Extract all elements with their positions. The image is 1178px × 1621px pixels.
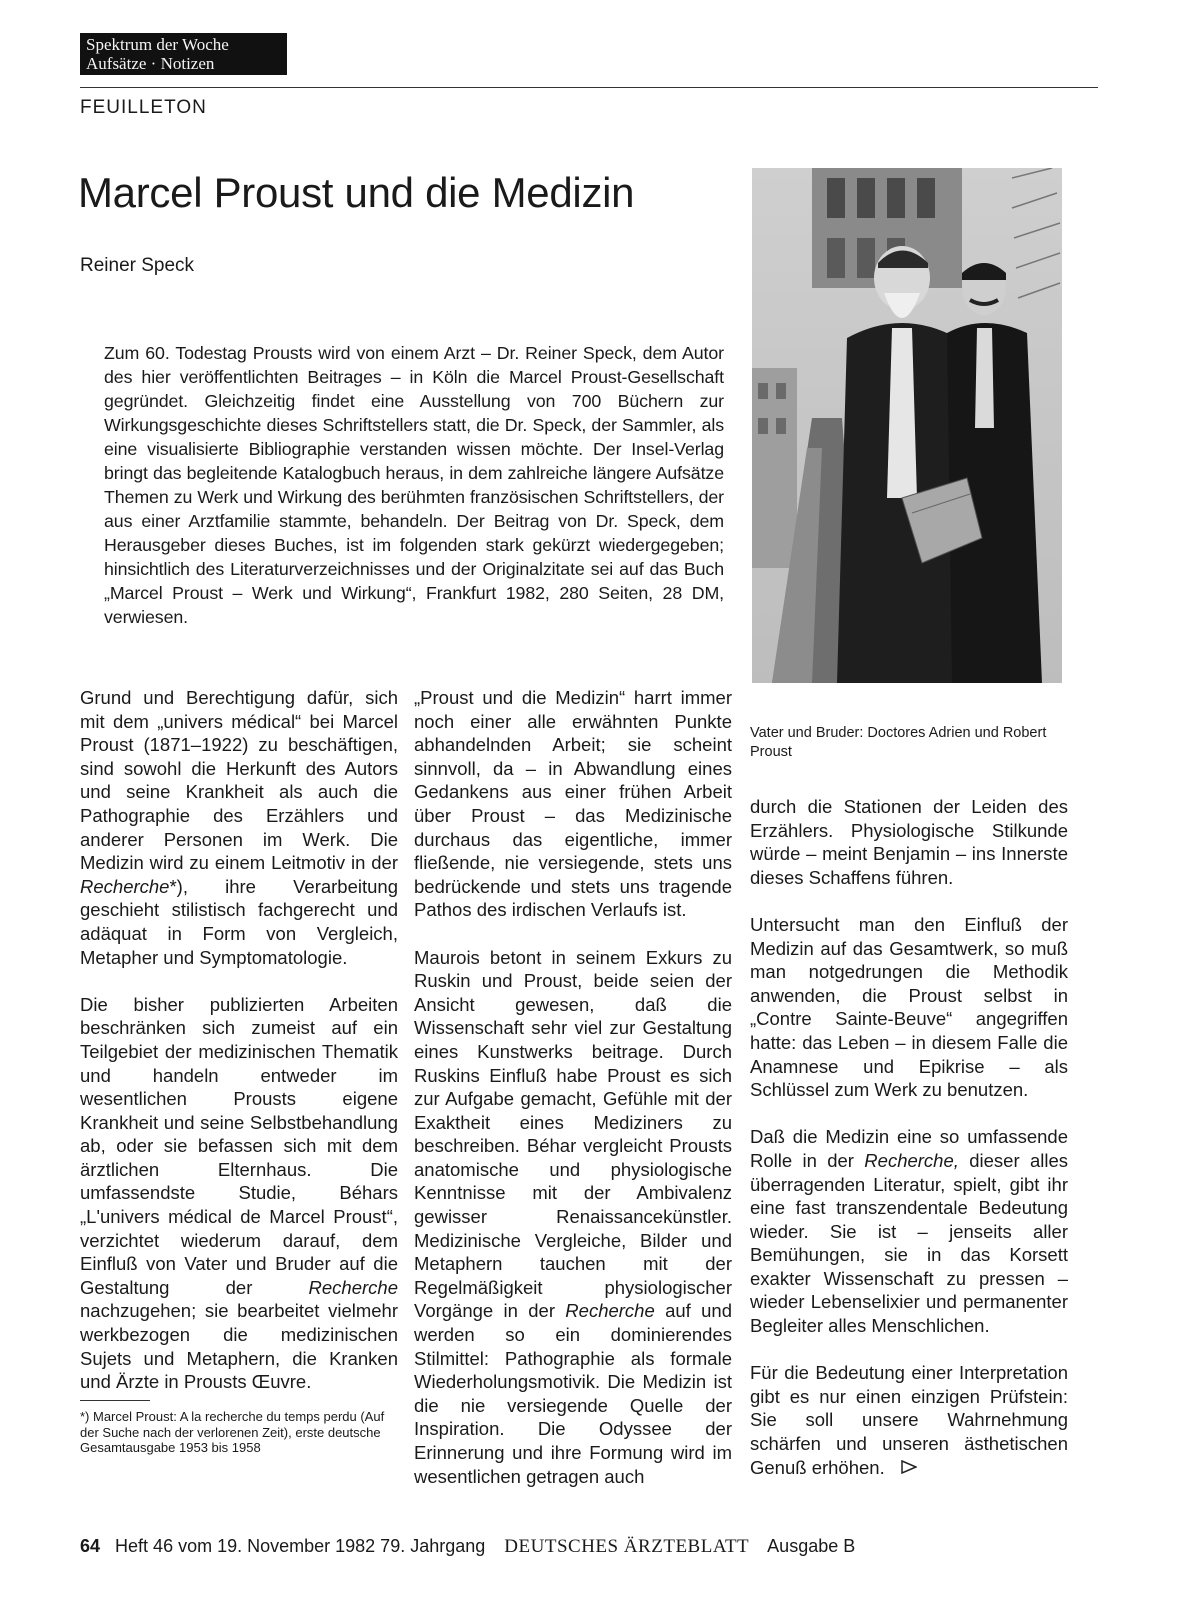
page-number: 64 (80, 1536, 101, 1556)
intro-paragraph: Zum 60. Todestag Prousts wird von einem Arzt – Dr. Reiner Speck, dem Autor des hier veröffentlichten Beitrages – in Köln die Marcel Proust-Gesellschaft gegründet. Gleichzeitig findet eine Ausstellung von 700 Büchern zur Wirkungsgeschichte dieses Schriftstellers statt, die Dr. Speck, der Sammler, als eine visualisierte Bibliographie verstanden wissen möchte. Der Insel-Verlag bringt das begleitende Katalogbuch heraus, in dem zahlreiche längere Aufsätze Themen zu Werk und Wirkung des berühmten französischen Schriftstellers, der aus einer Arztfamilie stammte, behandeln. Der Beitrag von Dr. Speck, dem Herausgeber dieses Buches, ist im folgenden stark gekürzt wiedergegeben; hinsichtlich des Literaturverzeichnisses und der Originalzitate sei auf das Buch „Marcel Proust – Werk und Wirkung“, Frankfurt 1982, 280 Seiten, 28 DM, verwiesen. (104, 343, 724, 627)
issue-info: Heft 46 vom 19. November 1982 79. Jahrgang (115, 1536, 486, 1556)
triangle-right-icon (901, 1456, 917, 1480)
journal-name: DEUTSCHES ÄRZTEBLATT (504, 1536, 750, 1557)
article-column-2 (414, 686, 732, 1512)
column-3-paragraph: Daß die Medizin eine so umfassende Rolle in der Recherche, dieser alles überragenden Literatur, spielt, gibt ihr eine fast transzendentale Bedeutung wieder. Sie ist – jenseits aller Bemühungen, sie in das Korsett exakter Wissenschaft zu pressen – wieder Lebenselixier und permanenter Begleiter alles Menschlichen. (750, 1126, 1069, 1337)
portrait-photo (752, 168, 1062, 683)
footnote (80, 1400, 398, 1456)
column-1-paragraph: Die bisher publizierten Arbeiten beschränken sich zumeist auf ein Teilgebiet der medizinischen Thematik und handeln entweder im wesentlichen Prousts eigene Krankheit und seine Selbstbehandlung ab, oder sie befassen sich mit dem ärztlichen Elternhaus. Die umfassendste Studie, Béhars „L'univers médical de Marcel Proust“, verzichtet wiederum darauf, dem Einfluß von Vater und Bruder auf die Gestaltung der Recherche nachzugehen; sie bearbeitet vielmehr werkbezogen die medizinischen Sujets und Metaphern, die Kranken und Ärzte in Prousts Œuvre. (80, 993, 398, 1393)
article-title: Marcel Proust und die Medizin (78, 169, 635, 216)
masthead-line-1: Spektrum der Woche (86, 35, 229, 54)
page-footer (80, 1536, 855, 1558)
column-3-paragraph: Untersucht man den Einfluß der Medizin auf das Gesamtwerk, so muß man notgedrungen die Methodik anwenden, die Proust selbst in „Contre Sainte-Beuve“ angegriffen hatte: das Leben – in diesem Falle die Anamnese und Epikrise – als Schlüssel zum Werk zu benutzen. (750, 913, 1068, 1101)
article-author: Reiner Speck (80, 255, 195, 276)
photo-caption: Vater und Bruder: Doctores Adrien und Robert Proust (750, 725, 1047, 760)
footnote-rule (80, 1400, 150, 1401)
column-2-paragraph: „Proust und die Medizin“ harrt immer noch einer alle erwähnten Punkte abhandelnden Arbeit; sie scheint sinnvoll, da – in Abwandlung eines Gedankens aus einer frühen Arbeit über Proust – das Medizinische durchaus das eigentliche, immer fließende, nie versiegende, stets uns bedrückende und stets uns tragende Pathos des irdischen Verlaufs ist. (414, 687, 732, 921)
column-1-paragraph: Grund und Berechtigung dafür, sich mit dem „univers médical“ bei Marcel Proust (1871–1922) zu beschäftigen, sind sowohl die Herkunft des Autors und seine Krankheit als auch die Pathographie des Erzählers und anderer Personen im Werk. Die Medizin wird zu einem Leitmotiv in der Recherche*), ihre Verarbeitung geschieht stilistisch fachgerecht und adäquat in Form von Vergleich, Metapher und Symptomatologie. (80, 687, 398, 968)
article-column-1 (80, 686, 398, 1417)
column-3-paragraph: Für die Bedeutung einer Interpretation gibt es nur einen einzigen Prüfstein: Sie soll unsere Wahrnehmung schärfen und unseren ästhetischen Genuß erhöhen. (750, 1362, 1068, 1478)
masthead-box (80, 33, 287, 75)
top-rule (80, 87, 1098, 88)
edition-label: Ausgabe B (767, 1536, 856, 1556)
column-3-paragraph: durch die Stationen der Leiden des Erzählers. Physiologische Stilkunde würde – meint Benjamin – ins Innerste dieses Schaffens führen. (750, 796, 1068, 888)
section-label: FEUILLETON (80, 97, 207, 118)
footnote-text: *) Marcel Proust: A la recherche du temps perdu (Auf der Suche nach der verlorenen Zeit), erste deutsche Gesamtausgabe 1953 bis 1958 (80, 1409, 385, 1455)
masthead-line-2: Aufsätze · Notizen (86, 54, 215, 73)
article-column-3 (750, 795, 1068, 1503)
column-2-paragraph: Maurois betont in seinem Exkurs zu Ruskin und Proust, beide seien der Ansicht gewesen, daß die Wissenschaft sehr viel zur Gestaltung eines Kunstwerks beitrage. Durch Ruskins Einfluß habe Proust es sich zur Aufgabe gemacht, Gefühle mit der Exaktheit eines Mediziners zu beschreiben. Béhar vergleicht Prousts anatomische und physiologische Kenntnisse mit der Ambivalenz gewisser Renaissancekünstler. Medizinische Vergleiche, Bilder und Metaphern tauchen mit der Regelmäßigkeit physiologischer Vorgänge in der Recherche auf und werden so ein dominierendes Stilmittel: Pathographie als formale Wiederholungsmotivik. Die Medizin ist die nie versiegende Quelle der Inspiration. Die Odyssee der Erinnerung und ihre Formung wird im wesentlichen getragen auch (414, 946, 732, 1487)
